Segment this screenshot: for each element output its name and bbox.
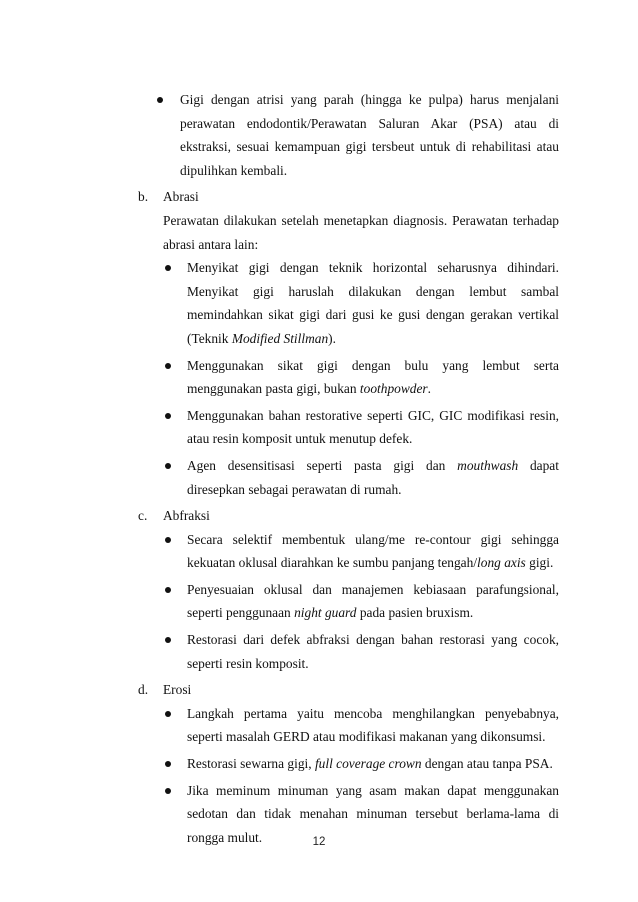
bullet-icon xyxy=(165,537,171,543)
bullet-icon xyxy=(165,587,171,593)
bullet-text: Menyikat gigi dengan teknik horizontal seharusnya dihindari. Menyikat gigi haruslah dilakukan dengan lembut sambal memindahkan sikat gigi dari gusi ke gusi dengan gerakan vertikal (Teknik xyxy=(187,260,559,346)
section-abfraksi xyxy=(138,504,559,675)
list-item xyxy=(163,404,559,451)
bullet-emphasis: toothpowder xyxy=(359,381,428,397)
section-heading xyxy=(138,185,559,209)
bullet-icon xyxy=(165,413,171,419)
bullet-icon xyxy=(165,265,171,271)
bullet-list xyxy=(163,256,559,501)
section-title: Abrasi xyxy=(163,189,199,205)
page-number: 12 xyxy=(312,836,326,848)
bullet-emphasis: long axis xyxy=(477,555,526,571)
section-letter: d. xyxy=(138,682,149,698)
bullet-icon xyxy=(165,363,171,369)
bullet-emphasis: Modified Stillman xyxy=(231,330,329,346)
bullet-text: Secara selektif membentuk ulang/me re-contour gigi sehingga kekuatan oklusal diarahkan ke sumbu panjang tengah/ xyxy=(187,531,559,571)
bullet-emphasis: full coverage crown xyxy=(314,756,422,772)
bullet-emphasis: mouthwash xyxy=(457,457,519,473)
bullet-text: Menggunakan sikat gigi dengan bulu yang lembut serta menggunakan pasta gigi, bukan xyxy=(187,357,559,397)
bullet-icon xyxy=(165,463,171,469)
bullet-icon xyxy=(165,711,171,717)
bullet-text: Agen desensitisasi seperti pasta gigi dan xyxy=(187,457,458,473)
bullet-text: Penyesuaian oklusal dan manajemen kebiasaan parafungsional, seperti penggunaan xyxy=(187,581,559,621)
bullet-list xyxy=(163,702,559,850)
list-item xyxy=(163,354,559,401)
section-title: Abfraksi xyxy=(163,508,210,524)
list-item xyxy=(163,578,559,625)
section-letter: c. xyxy=(138,508,148,524)
section-paragraph: Perawatan dilakukan setelah menetapkan diagnosis. Perawatan terhadap abrasi antara lain: xyxy=(163,212,559,252)
page-content xyxy=(138,88,559,852)
list-item xyxy=(163,528,559,575)
bullet-text-end: dengan atau tanpa PSA. xyxy=(421,756,553,772)
section-letter: b. xyxy=(138,189,149,205)
bullet-text-end: gigi. xyxy=(525,555,554,571)
list-item xyxy=(163,628,559,675)
bullet-list xyxy=(163,528,559,676)
bullet-text-end: pada pasien bruxism. xyxy=(356,605,474,621)
section-erosi xyxy=(138,678,559,849)
bullet-emphasis: night guard xyxy=(294,605,357,621)
list-item xyxy=(163,702,559,749)
bullet-icon xyxy=(165,788,171,794)
bullet-text: Menggunakan bahan restorative seperti GIC, GIC modifikasi resin, atau resin komposit untuk menutup defek. xyxy=(187,407,559,447)
bullet-icon xyxy=(165,761,171,767)
list-item xyxy=(163,454,559,501)
bullet-text: Langkah pertama yaitu mencoba menghilangkan penyebabnya, seperti masalah GERD atau modifikasi makanan yang dikonsumsi. xyxy=(187,705,559,745)
bullet-text: Restorasi sewarna gigi, xyxy=(187,756,315,772)
list-item xyxy=(163,752,559,776)
bullet-text-end: ). xyxy=(328,330,336,346)
section-heading xyxy=(138,678,559,702)
bullet-text-end: dapat diresepkan sebagai perawatan di rumah. xyxy=(187,457,559,497)
list-item xyxy=(147,88,559,182)
section-abrasi xyxy=(138,185,559,501)
bullet-text: Restorasi dari defek abfraksi dengan bahan restorasi yang cocok, seperti resin komposit. xyxy=(187,632,559,671)
bullet-text: Jika meminum minuman yang asam makan dapat menggunakan sedotan dan tidak menahan minuman tersebut berlama-lama di rongga mulut. xyxy=(187,782,559,845)
bullet-icon xyxy=(157,97,163,103)
intro-bullet-list xyxy=(147,88,559,182)
bullet-text-end: . xyxy=(427,381,431,397)
section-title: Erosi xyxy=(163,682,192,698)
bullet-text: Gigi dengan atrisi yang parah (hingga ke pulpa) harus menjalani perawatan endodontik/Perawatan Saluran Akar (PSA) atau di ekstraksi, sesuai kemampuan gigi tersbeut untuk di rehabilitasi atau dipulihkan kembali. xyxy=(180,92,559,178)
section-heading xyxy=(138,504,559,528)
list-item xyxy=(163,256,559,350)
bullet-icon xyxy=(165,637,171,643)
